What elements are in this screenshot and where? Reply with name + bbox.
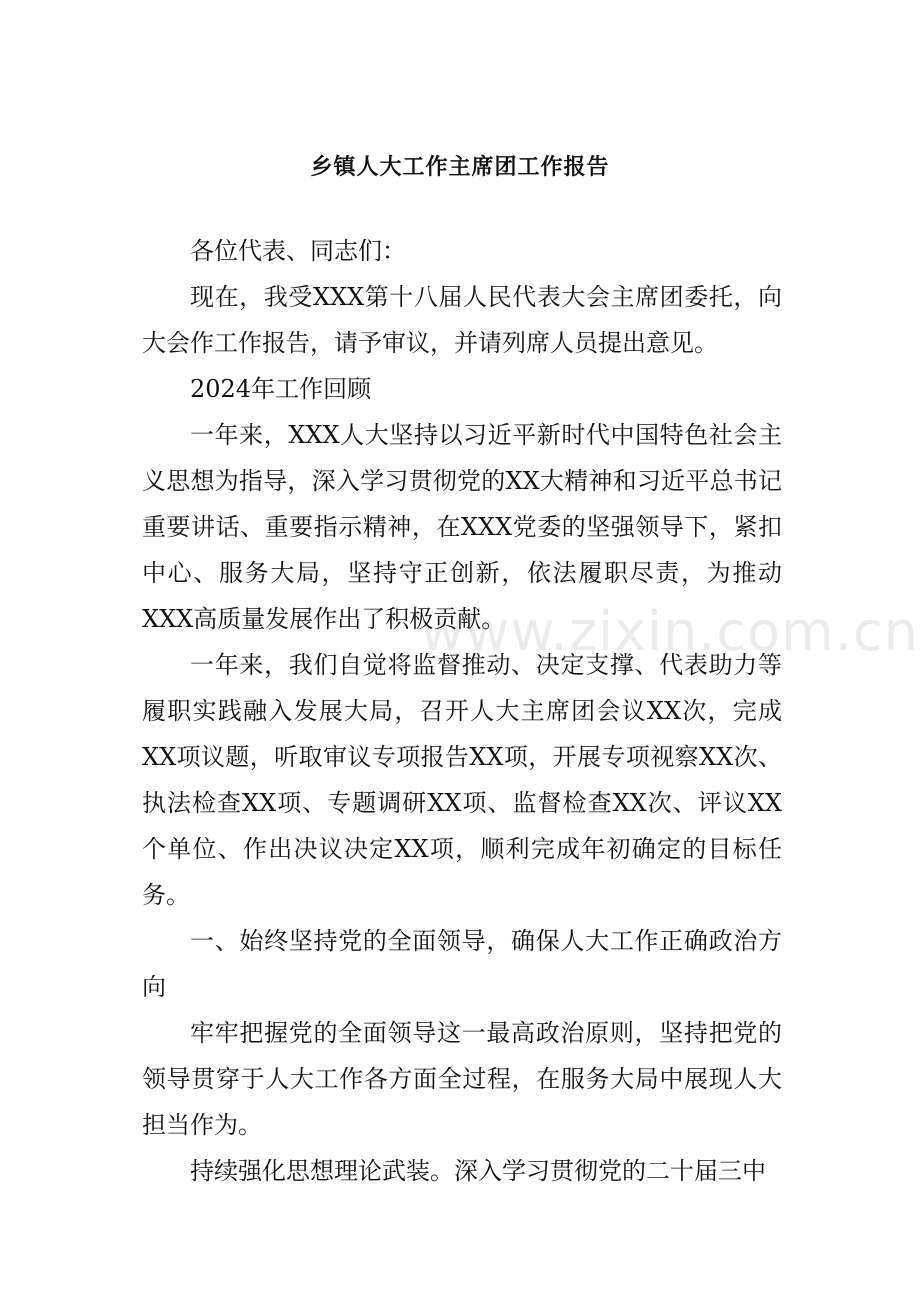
- section-heading-one: 一、始终坚持党的全面领导，确保人大工作正确政治方向: [142, 927, 782, 1001]
- overview-paragraph: 一年来，XXX人大坚持以习近平新时代中国特色社会主义思想为指导，深入学习贯彻党的XX大精神和习近平总书记重要讲话、重要指示精神，在XXX党委的坚强领导下，紧扣中心、服务大局，坚持守正创新，依法履职尽责，为推动XXX高质量发展作出了积极贡献。: [142, 421, 782, 633]
- theory-paragraph: 持续强化思想理论武装。深入学习贯彻党的二十届三中: [190, 1157, 766, 1185]
- document-body: [142, 228, 782, 1194]
- salutation-paragraph: 各位代表、同志们：: [190, 237, 406, 265]
- section-heading-review: 2024年工作回顾: [190, 375, 372, 403]
- watermark-text: www.zixin.com.cn: [420, 600, 919, 663]
- intro-paragraph: 现在，我受XXX第十八届人民代表大会主席团委托，向大会作工作报告，请予审议，并请列席人员提出意见。: [142, 283, 782, 357]
- document-title: 乡镇人大工作主席团工作报告: [310, 154, 610, 180]
- leadership-paragraph: 牢牢把握党的全面领导这一最高政治原则，坚持把党的领导贯穿于人大工作各方面全过程，在服务大局中展现人大担当作为。: [142, 1019, 782, 1139]
- summary-paragraph: 一年来，我们自觉将监督推动、决定支撑、代表助力等履职实践融入发展大局，召开人大主席团会议XX次，完成XX项议题，听取审议专项报告XX项，开展专项视察XX次、执法检查XX项、专题调研XX项、监督检查XX次、评议XX个单位、作出决议决定XX项，顺利完成年初确定的目标任务。: [142, 651, 782, 909]
